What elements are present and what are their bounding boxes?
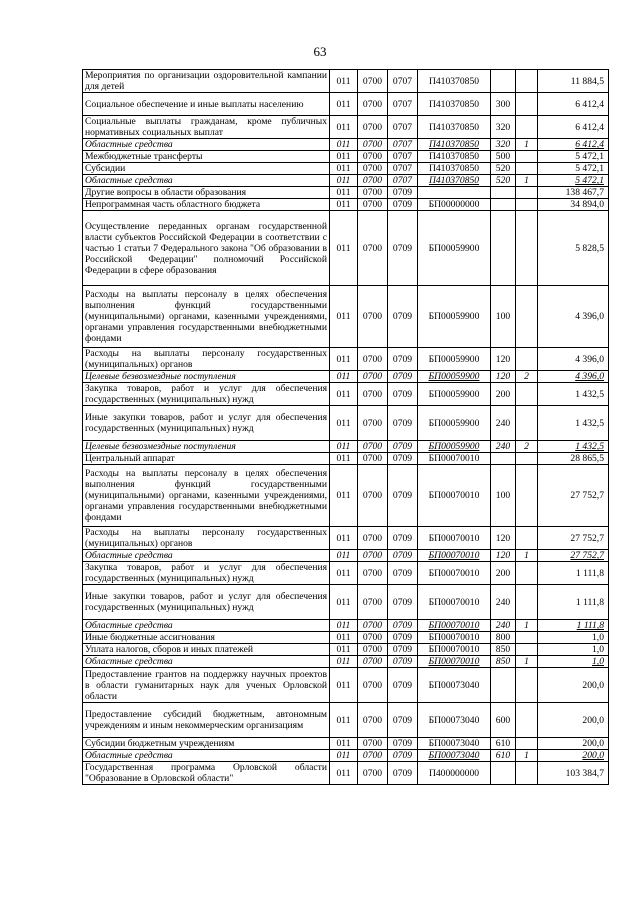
row-section-code: 0700 (358, 348, 388, 371)
row-name: Межбюджетные трансферты (83, 151, 330, 163)
page-number: 63 (313, 44, 327, 59)
row-amount: 1 111,8 (538, 585, 609, 620)
row-source-code: 1 (516, 620, 538, 632)
row-name: Субсидии (83, 163, 330, 175)
row-amount: 34 894,0 (538, 199, 609, 211)
row-subsection-code: 0707 (388, 139, 418, 151)
row-expense-type: 850 (491, 656, 516, 668)
table-row (83, 453, 609, 465)
row-subsection-code: 0709 (388, 550, 418, 562)
row-amount: 6 412,4 (538, 116, 609, 139)
row-amount: 1,0 (538, 632, 609, 644)
row-ministry-code: 011 (330, 163, 358, 175)
row-name: Областные средства (83, 175, 330, 187)
row-section-code: 0700 (358, 668, 388, 703)
row-name: Закупка товаров, работ и услуг для обеспечения государственных (муниципальных) нужд (83, 383, 330, 406)
row-source-code (516, 738, 538, 750)
table-row (83, 70, 609, 93)
table-row (83, 527, 609, 550)
row-ministry-code: 011 (330, 187, 358, 199)
row-section-code: 0700 (358, 453, 388, 465)
row-name: Центральный аппарат (83, 453, 330, 465)
table-row (83, 703, 609, 738)
row-name: Иные закупки товаров, работ и услуг для обеспечения государственных (муниципальных) нужд (83, 585, 330, 620)
table-row (83, 286, 609, 348)
row-expense-type: 610 (491, 738, 516, 750)
row-target-code: БП00059900 (418, 371, 491, 383)
row-subsection-code: 0709 (388, 371, 418, 383)
row-expense-type: 240 (491, 441, 516, 453)
row-subsection-code: 0709 (388, 585, 418, 620)
row-section-code: 0700 (358, 116, 388, 139)
row-name: Целевые безвозмездные поступления (83, 371, 330, 383)
row-expense-type (491, 199, 516, 211)
row-section-code: 0700 (358, 644, 388, 656)
table-row (83, 668, 609, 703)
row-section-code: 0700 (358, 371, 388, 383)
row-name: Иные бюджетные ассигнования (83, 632, 330, 644)
row-subsection-code: 0709 (388, 406, 418, 441)
row-amount: 5 472,1 (538, 151, 609, 163)
row-subsection-code: 0709 (388, 762, 418, 785)
row-target-code: П410370850 (418, 70, 491, 93)
row-ministry-code: 011 (330, 383, 358, 406)
row-target-code: П410370850 (418, 163, 491, 175)
row-amount: 27 752,7 (538, 527, 609, 550)
row-amount: 6 412,4 (538, 93, 609, 116)
row-subsection-code: 0709 (388, 527, 418, 550)
row-name: Расходы на выплаты персоналу в целях обеспечения выполнения функций государственными (муниципальными) органами, казенными учреждениями, органами управления государственными внебюджетными фондами (83, 465, 330, 527)
row-amount: 5 472,1 (538, 163, 609, 175)
table-row (83, 175, 609, 187)
row-expense-type: 300 (491, 93, 516, 116)
row-section-code: 0700 (358, 151, 388, 163)
row-ministry-code: 011 (330, 441, 358, 453)
row-amount: 1,0 (538, 644, 609, 656)
row-expense-type: 200 (491, 383, 516, 406)
row-section-code: 0700 (358, 211, 388, 286)
row-expense-type: 120 (491, 371, 516, 383)
row-subsection-code: 0707 (388, 163, 418, 175)
row-name: Областные средства (83, 550, 330, 562)
row-name: Областные средства (83, 139, 330, 151)
row-expense-type (491, 668, 516, 703)
row-subsection-code: 0709 (388, 211, 418, 286)
row-ministry-code: 011 (330, 453, 358, 465)
row-expense-type: 850 (491, 644, 516, 656)
row-section-code: 0700 (358, 406, 388, 441)
row-source-code (516, 762, 538, 785)
row-amount: 11 884,5 (538, 70, 609, 93)
row-ministry-code: 011 (330, 703, 358, 738)
row-expense-type (491, 187, 516, 199)
row-subsection-code: 0709 (388, 750, 418, 762)
row-section-code: 0700 (358, 286, 388, 348)
table-row (83, 632, 609, 644)
row-section-code: 0700 (358, 199, 388, 211)
row-amount: 200,0 (538, 750, 609, 762)
row-source-code (516, 348, 538, 371)
row-ministry-code: 011 (330, 656, 358, 668)
row-source-code (516, 465, 538, 527)
row-subsection-code: 0707 (388, 70, 418, 93)
row-name: Социальное обеспечение и иные выплаты населению (83, 93, 330, 116)
row-expense-type (491, 70, 516, 93)
row-target-code: П410370850 (418, 175, 491, 187)
row-amount: 27 752,7 (538, 465, 609, 527)
row-name: Расходы на выплаты персоналу в целях обеспечения выполнения функций государственными (муниципальными) органами, казенными учреждениями, органами управления государственными внебюджетными фондами (83, 286, 330, 348)
row-subsection-code: 0707 (388, 93, 418, 116)
row-section-code: 0700 (358, 762, 388, 785)
row-ministry-code: 011 (330, 585, 358, 620)
row-amount: 28 865,5 (538, 453, 609, 465)
row-subsection-code: 0709 (388, 703, 418, 738)
row-ministry-code: 011 (330, 406, 358, 441)
row-section-code: 0700 (358, 187, 388, 199)
row-expense-type: 240 (491, 406, 516, 441)
row-amount: 5 828,5 (538, 211, 609, 286)
row-name: Иные закупки товаров, работ и услуг для обеспечения государственных (муниципальных) нужд (83, 406, 330, 441)
row-ministry-code: 011 (330, 139, 358, 151)
row-source-code (516, 453, 538, 465)
row-amount: 1,0 (538, 656, 609, 668)
row-subsection-code: 0709 (388, 453, 418, 465)
row-name: Расходы на выплаты персоналу государственных (муниципальных) органов (83, 348, 330, 371)
row-subsection-code: 0709 (388, 644, 418, 656)
row-source-code: 2 (516, 371, 538, 383)
row-amount: 27 752,7 (538, 550, 609, 562)
row-amount: 4 396,0 (538, 348, 609, 371)
row-expense-type: 240 (491, 620, 516, 632)
row-source-code (516, 585, 538, 620)
row-source-code (516, 187, 538, 199)
row-ministry-code: 011 (330, 175, 358, 187)
row-ministry-code: 011 (330, 465, 358, 527)
row-section-code: 0700 (358, 139, 388, 151)
row-section-code: 0700 (358, 738, 388, 750)
row-section-code: 0700 (358, 585, 388, 620)
row-subsection-code: 0709 (388, 187, 418, 199)
row-name: Целевые безвозмездные поступления (83, 441, 330, 453)
table-row (83, 93, 609, 116)
table-row (83, 465, 609, 527)
table-row (83, 116, 609, 139)
row-name: Мероприятия по организации оздоровительной кампании для детей (83, 70, 330, 93)
row-source-code (516, 151, 538, 163)
row-expense-type: 200 (491, 562, 516, 585)
row-target-code: БП00059900 (418, 406, 491, 441)
row-source-code (516, 703, 538, 738)
row-section-code: 0700 (358, 163, 388, 175)
row-section-code: 0700 (358, 656, 388, 668)
row-source-code: 1 (516, 139, 538, 151)
row-ministry-code: 011 (330, 762, 358, 785)
table-row (83, 585, 609, 620)
row-ministry-code: 011 (330, 199, 358, 211)
row-target-code: БП00070010 (418, 550, 491, 562)
row-section-code: 0700 (358, 562, 388, 585)
row-source-code (516, 668, 538, 703)
table-row (83, 139, 609, 151)
row-expense-type: 520 (491, 163, 516, 175)
row-expense-type: 520 (491, 175, 516, 187)
row-expense-type: 600 (491, 703, 516, 738)
row-amount: 1 432,5 (538, 441, 609, 453)
table-row (83, 762, 609, 785)
row-source-code (516, 644, 538, 656)
row-target-code (418, 187, 491, 199)
row-name: Субсидии бюджетным учреждениям (83, 738, 330, 750)
row-source-code: 1 (516, 175, 538, 187)
row-name: Государственная программа Орловской области "Образование в Орловской области" (83, 762, 330, 785)
row-target-code: БП00070010 (418, 527, 491, 550)
row-ministry-code: 011 (330, 668, 358, 703)
row-name: Непрограммная часть областного бюджета (83, 199, 330, 211)
row-target-code: БП00070010 (418, 632, 491, 644)
row-section-code: 0700 (358, 441, 388, 453)
table-row (83, 750, 609, 762)
row-source-code (516, 199, 538, 211)
row-ministry-code: 011 (330, 286, 358, 348)
row-expense-type (491, 762, 516, 785)
row-section-code: 0700 (358, 550, 388, 562)
row-subsection-code: 0709 (388, 465, 418, 527)
row-section-code: 0700 (358, 527, 388, 550)
row-ministry-code: 011 (330, 371, 358, 383)
row-section-code: 0700 (358, 383, 388, 406)
row-target-code: БП00073040 (418, 668, 491, 703)
table-row (83, 550, 609, 562)
row-name: Социальные выплаты гражданам, кроме публичных нормативных социальных выплат (83, 116, 330, 139)
row-expense-type (491, 211, 516, 286)
row-ministry-code: 011 (330, 562, 358, 585)
row-subsection-code: 0709 (388, 286, 418, 348)
row-amount: 200,0 (538, 738, 609, 750)
row-ministry-code: 011 (330, 738, 358, 750)
row-name: Предоставление субсидий бюджетным, автономным учреждениям и иным некоммерческим организациям (83, 703, 330, 738)
table-row (83, 199, 609, 211)
row-ministry-code: 011 (330, 632, 358, 644)
row-expense-type: 240 (491, 585, 516, 620)
row-source-code (516, 93, 538, 116)
row-amount: 1 432,5 (538, 406, 609, 441)
row-subsection-code: 0707 (388, 175, 418, 187)
row-ministry-code: 011 (330, 151, 358, 163)
row-subsection-code: 0709 (388, 348, 418, 371)
row-source-code: 2 (516, 441, 538, 453)
row-subsection-code: 0709 (388, 632, 418, 644)
row-target-code: БП00059900 (418, 441, 491, 453)
row-subsection-code: 0707 (388, 116, 418, 139)
row-section-code: 0700 (358, 70, 388, 93)
row-expense-type: 120 (491, 550, 516, 562)
row-target-code: БП00070010 (418, 656, 491, 668)
table-row (83, 371, 609, 383)
row-target-code: П410370850 (418, 139, 491, 151)
table-row (83, 163, 609, 175)
row-target-code: П410370850 (418, 151, 491, 163)
row-source-code: 1 (516, 750, 538, 762)
row-ministry-code: 011 (330, 70, 358, 93)
table-row (83, 406, 609, 441)
row-source-code (516, 383, 538, 406)
row-section-code: 0700 (358, 632, 388, 644)
row-target-code: БП00073040 (418, 750, 491, 762)
row-subsection-code: 0709 (388, 441, 418, 453)
row-expense-type: 610 (491, 750, 516, 762)
row-ministry-code: 011 (330, 93, 358, 116)
row-target-code: БП00059900 (418, 383, 491, 406)
row-amount: 5 472,1 (538, 175, 609, 187)
row-ministry-code: 011 (330, 644, 358, 656)
table-row (83, 383, 609, 406)
row-subsection-code: 0709 (388, 738, 418, 750)
row-name: Расходы на выплаты персоналу государственных (муниципальных) органов (83, 527, 330, 550)
budget-table (82, 69, 609, 785)
row-subsection-code: 0709 (388, 656, 418, 668)
table-row (83, 441, 609, 453)
row-ministry-code: 011 (330, 211, 358, 286)
row-subsection-code: 0709 (388, 620, 418, 632)
row-source-code: 1 (516, 656, 538, 668)
row-name: Областные средства (83, 620, 330, 632)
row-source-code (516, 286, 538, 348)
table-row (83, 656, 609, 668)
row-target-code: БП00070010 (418, 620, 491, 632)
row-ministry-code: 011 (330, 348, 358, 371)
row-section-code: 0700 (358, 175, 388, 187)
row-name: Уплата налогов, сборов и иных платежей (83, 644, 330, 656)
row-target-code: БП00070010 (418, 453, 491, 465)
row-target-code: П400000000 (418, 762, 491, 785)
row-target-code: БП00059900 (418, 348, 491, 371)
row-section-code: 0700 (358, 620, 388, 632)
row-target-code: БП00070010 (418, 585, 491, 620)
row-amount: 1 111,8 (538, 620, 609, 632)
table-row (83, 211, 609, 286)
row-subsection-code: 0709 (388, 668, 418, 703)
row-source-code (516, 632, 538, 644)
row-amount: 1 111,8 (538, 562, 609, 585)
table-row (83, 738, 609, 750)
row-source-code (516, 116, 538, 139)
table-row (83, 187, 609, 199)
row-source-code (516, 527, 538, 550)
row-amount: 200,0 (538, 668, 609, 703)
row-name: Областные средства (83, 750, 330, 762)
row-amount: 6 412,4 (538, 139, 609, 151)
row-target-code: БП00000000 (418, 199, 491, 211)
row-name: Областные средства (83, 656, 330, 668)
row-amount: 4 396,0 (538, 286, 609, 348)
row-subsection-code: 0707 (388, 151, 418, 163)
row-target-code: БП00070010 (418, 562, 491, 585)
table-row (83, 151, 609, 163)
table-row (83, 562, 609, 585)
row-source-code: 1 (516, 550, 538, 562)
row-ministry-code: 011 (330, 550, 358, 562)
row-ministry-code: 011 (330, 750, 358, 762)
row-subsection-code: 0709 (388, 562, 418, 585)
row-subsection-code: 0709 (388, 383, 418, 406)
row-ministry-code: 011 (330, 620, 358, 632)
table-row (83, 348, 609, 371)
table-row (83, 620, 609, 632)
row-source-code (516, 562, 538, 585)
row-expense-type: 120 (491, 348, 516, 371)
row-ministry-code: 011 (330, 116, 358, 139)
row-expense-type: 500 (491, 151, 516, 163)
row-source-code (516, 70, 538, 93)
row-subsection-code: 0709 (388, 199, 418, 211)
row-section-code: 0700 (358, 93, 388, 116)
row-source-code (516, 211, 538, 286)
row-target-code: П410370850 (418, 116, 491, 139)
row-target-code: БП00059900 (418, 211, 491, 286)
row-section-code: 0700 (358, 703, 388, 738)
row-name: Предоставление грантов на поддержку научных проектов в области гуманитарных наук для ученых Орловской области (83, 668, 330, 703)
row-expense-type: 320 (491, 139, 516, 151)
row-amount: 138 467,7 (538, 187, 609, 199)
row-target-code: П410370850 (418, 93, 491, 116)
row-target-code: БП00070010 (418, 644, 491, 656)
row-name: Другие вопросы в области образования (83, 187, 330, 199)
row-source-code (516, 163, 538, 175)
row-section-code: 0700 (358, 465, 388, 527)
row-expense-type (491, 453, 516, 465)
row-amount: 1 432,5 (538, 383, 609, 406)
row-amount: 4 396,0 (538, 371, 609, 383)
table-row (83, 644, 609, 656)
row-expense-type: 800 (491, 632, 516, 644)
row-name: Осуществление переданных органам государственной власти субъектов Российской Федерации в соответствии с частью 1 статьи 7 Федерального закона "Об образовании в Российской Федерации" полномочий Российской Федерации в сфере образования (83, 211, 330, 286)
row-source-code (516, 406, 538, 441)
row-ministry-code: 011 (330, 527, 358, 550)
row-section-code: 0700 (358, 750, 388, 762)
row-expense-type: 100 (491, 465, 516, 527)
row-name: Закупка товаров, работ и услуг для обеспечения государственных (муниципальных) нужд (83, 562, 330, 585)
row-expense-type: 100 (491, 286, 516, 348)
row-amount: 103 384,7 (538, 762, 609, 785)
row-target-code: БП00073040 (418, 738, 491, 750)
row-target-code: БП00059900 (418, 286, 491, 348)
row-expense-type: 320 (491, 116, 516, 139)
row-expense-type: 120 (491, 527, 516, 550)
row-target-code: БП00070010 (418, 465, 491, 527)
row-amount: 200,0 (538, 703, 609, 738)
row-target-code: БП00073040 (418, 703, 491, 738)
